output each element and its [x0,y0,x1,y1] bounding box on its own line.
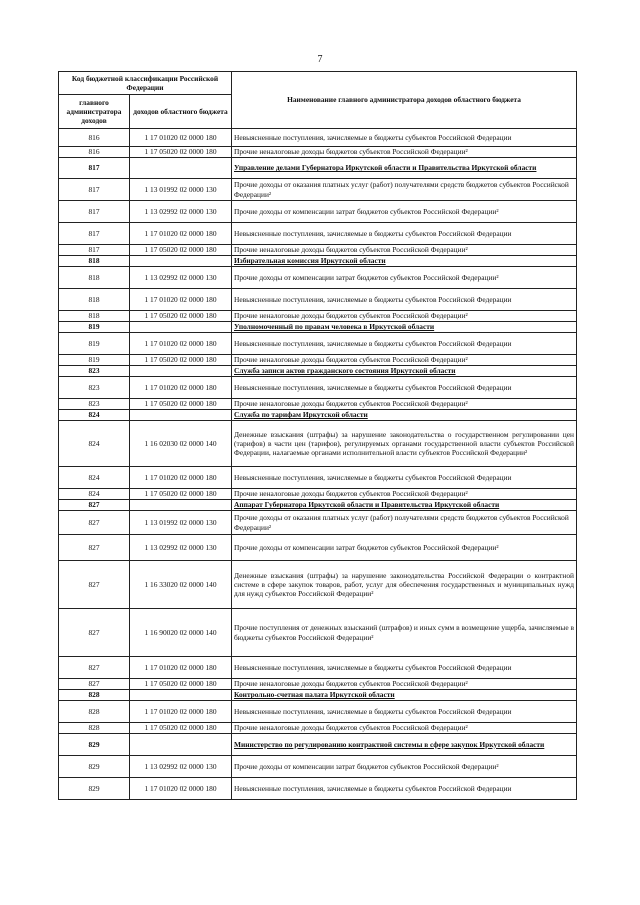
table-row [59,289,577,311]
admin-code-cell: 816 [59,129,130,147]
admin-code-cell: 818 [59,311,130,322]
table-body [59,129,577,800]
table-row [59,535,577,561]
income-code-cell: 1 17 05020 02 0000 180 [130,311,232,322]
income-name-cell: Прочие неналоговые доходы бюджетов субъектов Российской Федерации² [232,245,577,256]
admin-code-cell: 829 [59,756,130,778]
income-name-cell: Прочие доходы от оказания платных услуг (работ) получателями средств бюджетов субъектов Российской Федерации² [232,511,577,535]
income-code-cell: 1 13 01992 02 0000 130 [130,179,232,201]
administrator-heading-row [59,410,577,421]
table-row [59,129,577,147]
income-code-cell: 1 17 01020 02 0000 180 [130,129,232,147]
admin-code-cell: 827 [59,535,130,561]
income-name-cell: Прочие доходы от компенсации затрат бюджетов субъектов Российской Федерации² [232,201,577,223]
income-code-cell: 1 16 02030 02 0000 140 [130,421,232,467]
income-name-cell: Невыясненные поступления, зачисляемые в бюджеты субъектов Российской Федерации [232,657,577,679]
table-row [59,701,577,723]
income-name-cell: Невыясненные поступления, зачисляемые в бюджеты субъектов Российской Федерации [232,778,577,800]
income-code-cell [130,322,232,333]
income-code-cell: 1 17 05020 02 0000 180 [130,399,232,410]
income-name-cell: Избирательная комиссия Иркутской области [232,256,577,267]
table-row [59,399,577,410]
admin-code-cell: 827 [59,511,130,535]
income-name-cell: Невыясненные поступления, зачисляемые в бюджеты субъектов Российской Федерации [232,377,577,399]
income-name-cell: Денежные взыскания (штрафы) за нарушение законодательства о государственном регулировании цен (тарифов) в части цен (тарифов), регулируемых органами государственной власти субъектов Российской Федерации, налагаемые органами исполнительной власти субъектов Российской Федерации² [232,421,577,467]
income-name-cell: Прочие доходы от оказания платных услуг (работ) получателями средств бюджетов субъектов Российской Федерации² [232,179,577,201]
page-number: 7 [317,54,323,65]
income-code-cell: 1 17 01020 02 0000 180 [130,333,232,355]
income-code-cell: 1 13 02992 02 0000 130 [130,756,232,778]
administrator-heading-row [59,500,577,511]
income-name-cell: Прочие неналоговые доходы бюджетов субъектов Российской Федерации² [232,147,577,158]
income-name-cell: Управление делами Губернатора Иркутской области и Правительства Иркутской области [232,158,577,179]
income-code-cell [130,500,232,511]
table-row [59,311,577,322]
income-name-cell: Прочие поступления от денежных взысканий (штрафов) и иных сумм в возмещение ущерба, зачисляемые в бюджеты субъектов Российской Федерации² [232,609,577,657]
table-row [59,421,577,467]
income-code-cell [130,158,232,179]
table-row [59,561,577,609]
admin-code-cell: 817 [59,179,130,201]
income-name-cell: Служба по тарифам Иркутской области [232,410,577,421]
income-code-cell: 1 16 33020 02 0000 140 [130,561,232,609]
income-code-cell [130,366,232,377]
income-code-cell [130,256,232,267]
admin-code-cell: 817 [59,245,130,256]
income-name-cell: Невыясненные поступления, зачисляемые в бюджеты субъектов Российской Федерации [232,333,577,355]
admin-code-cell: 823 [59,399,130,410]
income-name-cell: Невыясненные поступления, зачисляемые в бюджеты субъектов Российской Федерации [232,467,577,489]
admin-code-cell: 828 [59,690,130,701]
income-code-cell: 1 17 01020 02 0000 180 [130,377,232,399]
table-row [59,147,577,158]
table-row [59,467,577,489]
income-name-cell: Аппарат Губернатора Иркутской области и Правительства Иркутской области [232,500,577,511]
income-name-cell: Прочие доходы от компенсации затрат бюджетов субъектов Российской Федерации² [232,756,577,778]
income-name-cell: Невыясненные поступления, зачисляемые в бюджеты субъектов Российской Федерации [232,289,577,311]
table-row [59,377,577,399]
admin-code-cell: 829 [59,778,130,800]
table-row [59,778,577,800]
income-name-cell: Прочие неналоговые доходы бюджетов субъектов Российской Федерации² [232,355,577,366]
admin-code-cell: 823 [59,377,130,399]
admin-code-cell: 818 [59,256,130,267]
table-row [59,756,577,778]
income-name-cell: Уполномоченный по правам человека в Иркутской области [232,322,577,333]
income-code-cell: 1 13 02992 02 0000 130 [130,535,232,561]
admin-code-cell: 819 [59,355,130,366]
table-row [59,355,577,366]
admin-code-cell: 817 [59,158,130,179]
income-code-cell: 1 17 05020 02 0000 180 [130,489,232,500]
income-name-cell: Прочие доходы от компенсации затрат бюджетов субъектов Российской Федерации² [232,267,577,289]
header-admin-code: главного администратора доходов [59,95,130,129]
income-code-cell [130,734,232,756]
admin-code-cell: 824 [59,421,130,467]
income-code-cell [130,410,232,421]
income-code-cell: 1 17 01020 02 0000 180 [130,778,232,800]
income-code-cell: 1 17 05020 02 0000 180 [130,723,232,734]
income-code-cell: 1 17 05020 02 0000 180 [130,679,232,690]
table-row [59,609,577,657]
table-row [59,201,577,223]
income-code-cell: 1 16 90020 02 0000 140 [130,609,232,657]
header-classification-group: Код бюджетной классификации Российской Федерации [59,72,232,95]
admin-code-cell: 816 [59,147,130,158]
income-name-cell: Прочие неналоговые доходы бюджетов субъектов Российской Федерации² [232,399,577,410]
table-row [59,723,577,734]
administrator-heading-row [59,256,577,267]
income-name-cell: Министерство по регулированию контрактной системы в сфере закупок Иркутской области [232,734,577,756]
administrator-heading-row [59,690,577,701]
income-name-cell: Контрольно-счетная палата Иркутской области [232,690,577,701]
admin-code-cell: 819 [59,333,130,355]
administrator-heading-row [59,158,577,179]
income-code-cell: 1 13 01992 02 0000 130 [130,511,232,535]
income-name-cell: Служба записи актов гражданского состояния Иркутской области [232,366,577,377]
income-code-cell: 1 17 01020 02 0000 180 [130,223,232,245]
table-row [59,511,577,535]
admin-code-cell: 824 [59,489,130,500]
header-administrator-name: Наименование главного администратора доходов областного бюджета [232,72,577,129]
income-name-cell: Невыясненные поступления, зачисляемые в бюджеты субъектов Российской Федерации [232,129,577,147]
table-row [59,489,577,500]
budget-classification-table [58,71,577,800]
admin-code-cell: 829 [59,734,130,756]
admin-code-cell: 824 [59,410,130,421]
income-name-cell: Прочие неналоговые доходы бюджетов субъектов Российской Федерации² [232,489,577,500]
admin-code-cell: 827 [59,679,130,690]
admin-code-cell: 824 [59,467,130,489]
administrator-heading-row [59,322,577,333]
income-code-cell: 1 17 01020 02 0000 180 [130,657,232,679]
income-code-cell: 1 17 01020 02 0000 180 [130,467,232,489]
income-name-cell: Денежные взыскания (штрафы) за нарушение законодательства Российской Федерации о контрактной системе в сфере закупок товаров, работ, услуг для обеспечения государственных и муниципальных нужд для нужд субъектов Российской Федерации² [232,561,577,609]
income-name-cell: Прочие неналоговые доходы бюджетов субъектов Российской Федерации² [232,723,577,734]
income-code-cell: 1 17 05020 02 0000 180 [130,355,232,366]
income-name-cell: Невыясненные поступления, зачисляемые в бюджеты субъектов Российской Федерации [232,223,577,245]
income-code-cell: 1 17 01020 02 0000 180 [130,701,232,723]
table-row [59,657,577,679]
table-row [59,179,577,201]
income-name-cell: Невыясненные поступления, зачисляемые в бюджеты субъектов Российской Федерации [232,701,577,723]
income-code-cell: 1 17 01020 02 0000 180 [130,289,232,311]
header-income-code: доходов областного бюджета [130,95,232,129]
admin-code-cell: 818 [59,267,130,289]
income-name-cell: Прочие неналоговые доходы бюджетов субъектов Российской Федерации² [232,679,577,690]
admin-code-cell: 828 [59,701,130,723]
administrator-heading-row [59,734,577,756]
income-code-cell: 1 13 02992 02 0000 130 [130,267,232,289]
income-name-cell: Прочие доходы от компенсации затрат бюджетов субъектов Российской Федерации² [232,535,577,561]
admin-code-cell: 817 [59,223,130,245]
admin-code-cell: 818 [59,289,130,311]
table-row [59,679,577,690]
admin-code-cell: 823 [59,366,130,377]
admin-code-cell: 828 [59,723,130,734]
income-code-cell [130,690,232,701]
admin-code-cell: 827 [59,609,130,657]
income-name-cell: Прочие неналоговые доходы бюджетов субъектов Российской Федерации² [232,311,577,322]
income-code-cell: 1 17 05020 02 0000 180 [130,245,232,256]
admin-code-cell: 827 [59,657,130,679]
admin-code-cell: 827 [59,500,130,511]
table-row [59,245,577,256]
table-row [59,223,577,245]
administrator-heading-row [59,366,577,377]
income-code-cell: 1 13 02992 02 0000 130 [130,201,232,223]
admin-code-cell: 817 [59,201,130,223]
table-row [59,267,577,289]
table-row [59,333,577,355]
income-code-cell: 1 17 05020 02 0000 180 [130,147,232,158]
admin-code-cell: 819 [59,322,130,333]
admin-code-cell: 827 [59,561,130,609]
